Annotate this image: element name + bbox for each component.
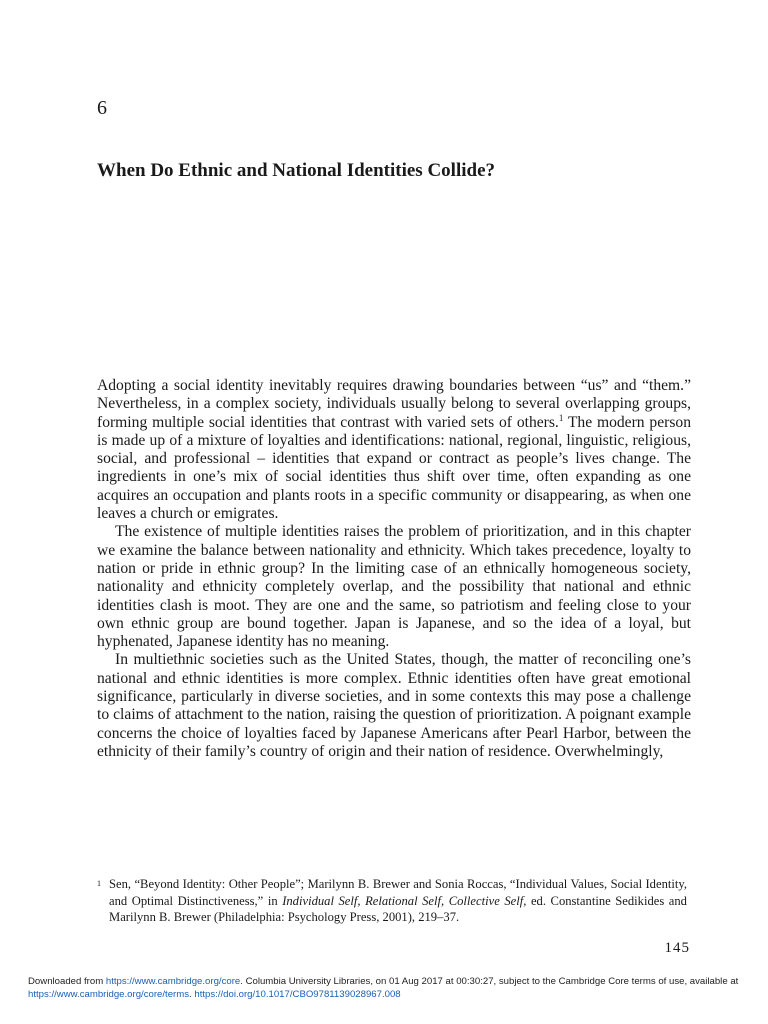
footnote-mark: 1 [97,879,101,888]
terms-link[interactable]: https://www.cambridge.org/core/terms [28,989,190,1000]
chapter-body [97,377,691,761]
notice-prefix: Downloaded from [28,976,106,987]
doi-link[interactable]: https://doi.org/10.1017/CBO9781139028967.008 [194,989,401,1000]
paragraph-2: The existence of multiple identities raises the problem of prioritization, and in this chapter we examine the balance between nationality and ethnicity. Which takes precedence, loyalty to nation or pride in ethnic group? In the limiting case of an ethnically homogeneous society, nationality and ethnicity completely overlap, and the possibility that national and ethnic identities clash is moot. They are one and the same, so patriotism and feeling close to your own ethnic group are bound together. Japan is Japanese, and so the idea of a loyal, but hyphenated, Japanese identity has no meaning. [97,523,691,651]
paragraph-1 [97,377,691,523]
paragraph-1-text-after: The modern person is made up of a mixture of loyalties and identifications: national, regional, linguistic, religious, social, and professional – identities that expand or contract as people’s lives change. The ingredients in one’s mix of social identities thus shift over time, often expanding as one acquires an occupation and plants roots in a specific community or disappearing, as when one leaves a church or emigrates. [97,413,691,523]
footnote-book-title: Individual Self, Relational Self, Collective Self [282,893,524,908]
chapter-number: 6 [97,97,107,119]
download-notice [28,975,748,1001]
footnote-text [109,876,687,926]
footnote-text-b: , ed. Constantine Sedikides and Marilynn B. Brewer (Philadelphia: Psychology Press, 2001), 219–37. [109,893,687,924]
footnote-reference[interactable]: 1 [558,412,564,423]
notice-middle: . Columbia University Libraries, on 01 Aug 2017 at 00:30:27, subject to the Cambridge Core terms of use, available at [240,976,739,987]
notice-separator: . [189,989,195,1000]
chapter-title: When Do Ethnic and National Identities Collide? [97,160,495,181]
paragraph-1-text-before: Adopting a social identity inevitably requires drawing boundaries between “us” and “them.” Nevertheless, in a complex society, individuals usually belong to several overlapping groups, forming multiple social identities that contrast with varied sets of others. [97,377,691,431]
paragraph-3: In multiethnic societies such as the United States, though, the matter of reconciling one’s national and ethnic identities is more complex. Ethnic identities often have great emotional significance, particularly in diverse societies, and in some contexts this may pose a challenge to claims of attachment to the nation, raising the question of prioritization. A poignant example concerns the choice of loyalties faced by Japanese Americans after Pearl Harbor, between the ethnicity of their family’s country of origin and their nation of residence. Overwhelmingly, [97,651,691,760]
page-number: 145 [664,940,690,956]
footnote [97,876,691,926]
cambridge-core-link[interactable]: https://www.cambridge.org/core [105,976,241,987]
footnote-text-a: Sen, “Beyond Identity: Other People”; Marilynn B. Brewer and Sonia Roccas, “Individual Values, Social Identity, and Optimal Distinctiveness,” in [109,877,687,908]
